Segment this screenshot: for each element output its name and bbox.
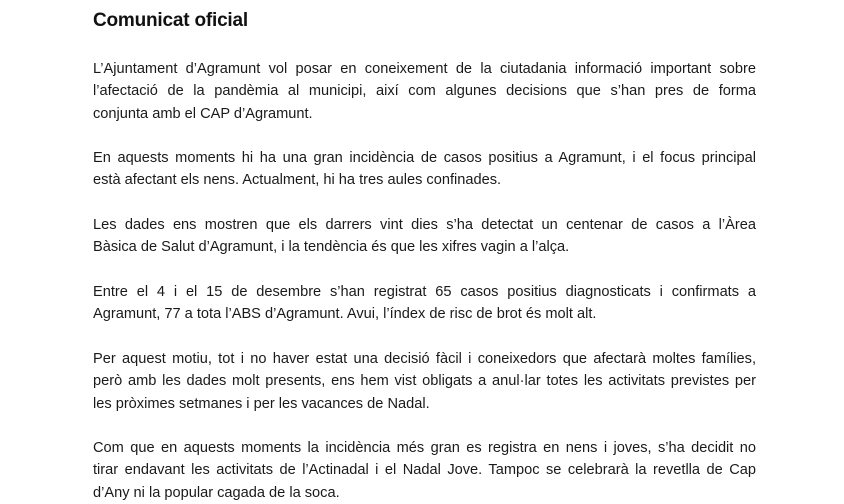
paragraph-line: però amb les dades molt presents, ens hem vist obligats a anul·lar totes les activitats previstes per	[93, 373, 756, 390]
paragraph-line: L’Ajuntament d’Agramunt vol posar en coneixement de la ciutadania informació important sobre	[93, 61, 756, 77]
paragraph-line: tirar endavant les activitats de l’Actinadal i el Nadal Jove. Tampoc se celebrarà la revetlla de Cap	[93, 462, 756, 479]
paragraph-events	[93, 437, 756, 504]
paragraph-cancellations	[93, 348, 756, 415]
paragraph-line: Bàsica de Salut d’Agramunt, i la tendència és que les xifres vagin a l’alça.	[93, 239, 570, 256]
paragraph-data	[93, 214, 756, 259]
paragraph-line: Les dades ens mostren que els darrers vint dies s’ha detectat un centenar de casos a l’Àrea	[93, 217, 756, 233]
paragraph-line: En aquests moments hi ha una gran incidència de casos positius a Agramunt, i el focus principal	[93, 150, 756, 166]
paragraph-line: Per aquest motiu, tot i no haver estat una decisió fàcil i coneixedors que afectarà moltes famílies,	[93, 351, 756, 367]
paragraph-line: les pròximes setmanes i per les vacances de Nadal.	[93, 395, 430, 412]
paragraph-line: Com que en aquests moments la incidència més gran es registra en nens i joves, s’ha decidit no	[93, 440, 756, 456]
paragraph-incidence	[93, 147, 756, 192]
paragraph-cases	[93, 281, 756, 326]
paragraph-line: està afectant els nens. Actualment, hi ha tres aules confinades.	[93, 172, 502, 189]
paragraph-line: l’afectació de la pandèmia al municipi, així com algunes decisions que s’han pres de forma	[93, 83, 756, 100]
paragraph-line: Entre el 4 i el 15 de desembre s’han registrat 65 casos positius diagnosticats i confirmats a	[93, 284, 756, 300]
paragraph-intro	[93, 58, 756, 125]
paragraph-line: Agramunt, 77 a tota l’ABS d’Agramunt. Avui, l’índex de risc de brot és molt alt.	[93, 306, 597, 323]
paragraph-line: d’Any ni la popular cagada de la soca.	[93, 484, 340, 501]
document-title: Comunicat oficial	[93, 10, 248, 31]
paragraph-line: conjunta amb el CAP d’Agramunt.	[93, 105, 313, 122]
